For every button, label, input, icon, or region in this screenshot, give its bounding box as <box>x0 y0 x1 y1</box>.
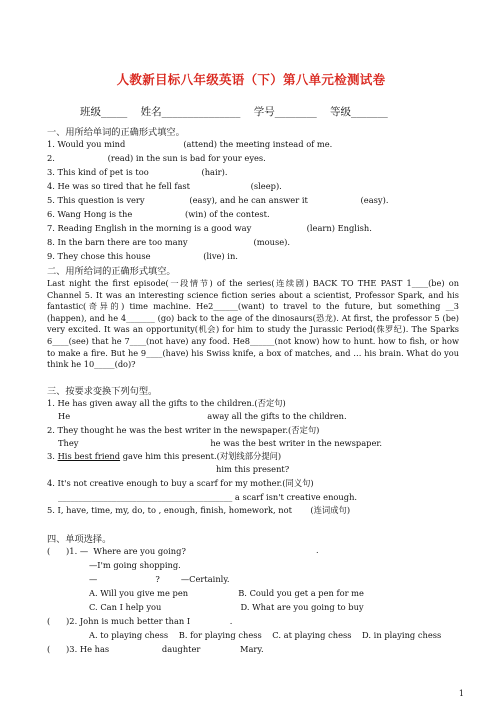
s1-item-9: 9. They chose this house (live) in. <box>47 251 238 261</box>
s2-passage: Last night the first episode(一段情节) of the series(连续剧) BACK TO THE PAST 1____(be) on Channel 5. It was an interesting science fiction series about a scientist, Professor Spark, and his fantastic(奇异的) time machine. He2______(want) to travel to the future, but something __3 (happen), and he 4_______ (go) back to the age of the dinosaurs(恐龙). At first, the professor 5 (be) very excited. It was an opportunity(机会) for him to study the Jurassic Period(侏罗纪). The Sparks 6____(see) that he 7____(not have) any food. He8______(not know) how to hunt. how to fish, or how to make a fire. But he 9____(have) his Swiss knife, a box of matches, and … his brain. What do you think he 10_____(do)? <box>47 278 459 370</box>
s1-item-2: 2. (read) in the sun is bad for your eyes. <box>47 153 266 163</box>
section-1-heading: 一、用所给单词的正确形式填空。 <box>47 127 185 138</box>
page-number: 1 <box>458 689 464 698</box>
s3-q2: 2. They thought he was the best writer in the newspaper.(否定句) <box>47 425 320 435</box>
student-info-line: 班级_____ 姓名_______________ 学号________ 等级_______ <box>80 106 388 118</box>
s4-q1-options-cd: C. Can I help you D. What are you going to buy <box>89 602 364 612</box>
s3-q1-answer: He away all the gifts to the children. <box>58 411 347 421</box>
s3-q3: 3. His best friend gave him this present.(对划线部分提问) <box>47 451 282 461</box>
section-4-heading: 四、单项选择。 <box>47 534 112 545</box>
s3-q5: 5. I, have, time, my, do, to , enough, finish, homework, not (连词成句) <box>47 505 351 515</box>
s3-q2-answer: They he was the best writer in the newspaper. <box>58 438 383 448</box>
s3-q3-rest: gave him this present.(对划线部分提问) <box>120 451 282 461</box>
section-3-heading: 三、按要求变换下列句型。 <box>47 386 158 397</box>
s3-q5-period: . <box>316 546 319 555</box>
s1-item-7: 7. Reading English in the morning is a good way (learn) English. <box>47 223 372 233</box>
section-2-heading: 二、用所给词的正确形式填空。 <box>47 266 176 277</box>
s3-q3-answer: him this present? <box>216 464 290 474</box>
s4-q1-options-ab: A. Will you give me pen B. Could you get a pen for me <box>89 588 364 598</box>
s4-q1-reply: —I'm going shopping. <box>89 560 181 570</box>
s1-item-4: 4. He was so tired that he fell fast (sleep). <box>47 181 282 191</box>
s1-item-3: 3. This kind of pet is too (hair). <box>47 167 228 177</box>
s1-item-8: 8. In the barn there are too many (mouse). <box>47 237 291 247</box>
s1-item-5: 5. This question is very (easy), and he can answer it (easy). <box>47 195 389 205</box>
s4-q1: ( )1. — Where are you going? <box>47 546 186 556</box>
s3-q1: 1. He has given away all the gifts to the children.(否定句) <box>47 398 286 408</box>
s4-q2-options: A. to playing chess B. for playing chess C. at playing chess D. in playing chess <box>89 630 442 640</box>
s3-q4-answer: __________________________________________ a scarf isn't creative enough. <box>58 492 358 502</box>
s4-q3: ( )3. He has daughter Mary. <box>47 644 264 654</box>
s1-item-6: 6. Wang Hong is the (win) of the contest. <box>47 209 270 219</box>
s3-q4: 4. It's not creative enough to buy a scarf for my mother.(同义句) <box>47 478 314 488</box>
s3-q3-underlined: His best friend <box>57 451 121 461</box>
page-title: 人教新目标八年级英语（下）第八单元检测试卷 <box>116 72 386 87</box>
s4-q1-blank: — ? —Certainly. <box>89 574 230 584</box>
s1-item-1: 1. Would you mind (attend) the meeting instead of me. <box>47 139 333 149</box>
s4-q2: ( )2. John is much better than I . <box>47 616 233 626</box>
